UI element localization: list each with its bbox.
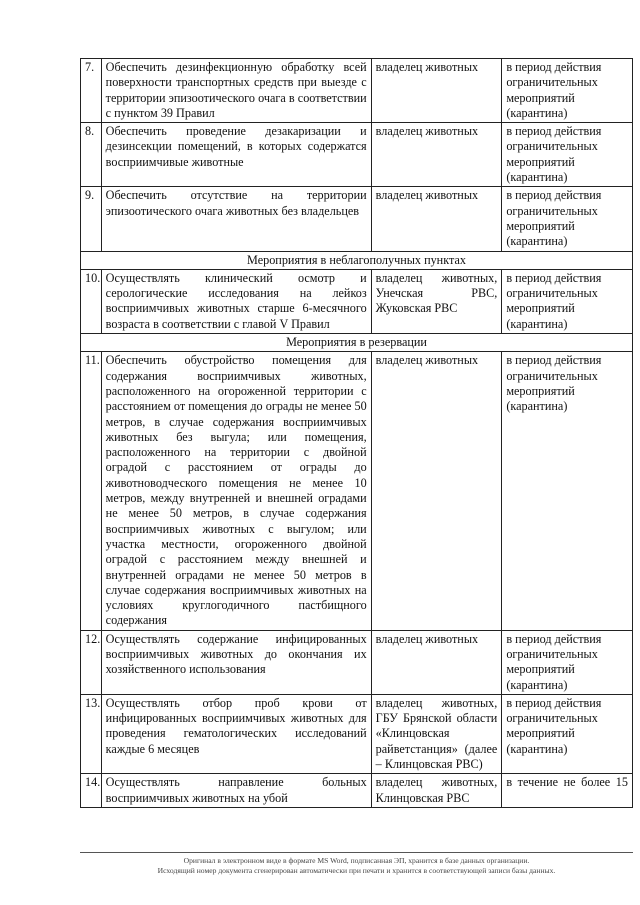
table-row: [81, 774, 633, 808]
execution-term: в период действия ограничительных мероприятий (карантина): [502, 59, 633, 123]
row-number: 12.: [81, 630, 102, 694]
responsible-party: владелец животных: [371, 59, 502, 123]
measure-description: Обеспечить проведение дезакаризации и дезинсекции помещений, в которых содержатся восприимчивые животные: [101, 123, 371, 187]
table-row: [81, 630, 633, 694]
table-row: [81, 269, 633, 333]
measure-description: Осуществлять клинический осмотр и серологические исследования на лейкоз восприимчивых животных старше 6-месячного возраста в соответствии с главой V Правил: [101, 269, 371, 333]
execution-term: в период действия ограничительных мероприятий (карантина): [502, 630, 633, 694]
measures-table: [80, 58, 633, 808]
execution-term: в период действия ограничительных мероприятий (карантина): [502, 187, 633, 251]
table-row: [81, 187, 633, 251]
table-row: [81, 123, 633, 187]
row-number: 14.: [81, 774, 102, 808]
row-number: 10.: [81, 269, 102, 333]
measure-description: Обеспечить дезинфекционную обработку всей поверхности транспортных средств при выезде с территории эпизоотического очага в соответствии с пунктом 39 Правил: [101, 59, 371, 123]
row-number: 7.: [81, 59, 102, 123]
measure-description: Осуществлять направление больных восприимчивых животных на убой: [101, 774, 371, 808]
footer-line: Исходящий номер документа сгенерирован автоматически при печати и хранится в соответствующей записи базы данных.: [157, 866, 556, 875]
row-number: 9.: [81, 187, 102, 251]
row-number: 11.: [81, 352, 102, 630]
measure-description: Обеспечить отсутствие на территории эпизоотического очага животных без владельцев: [101, 187, 371, 251]
responsible-party: владелец животных, Клинцовская РВС: [371, 774, 502, 808]
responsible-party: владелец животных, ГБУ Брянской области «Клинцовская райветстанция» (далее – Клинцовская РВС): [371, 694, 502, 773]
execution-term: в период действия ограничительных мероприятий (карантина): [502, 352, 633, 630]
execution-term: в период действия ограничительных мероприятий (карантина): [502, 123, 633, 187]
responsible-party: владелец животных, Унечская РВС, Жуковская РВС: [371, 269, 502, 333]
execution-term: в период действия ограничительных мероприятий (карантина): [502, 694, 633, 773]
section-title: Мероприятия в неблагополучных пунктах: [81, 251, 633, 269]
execution-term: в период действия ограничительных мероприятий (карантина): [502, 269, 633, 333]
responsible-party: владелец животных: [371, 123, 502, 187]
section-header-row: [81, 334, 633, 352]
table-row: [81, 59, 633, 123]
section-header-row: [81, 251, 633, 269]
execution-term: в течение не более 15: [502, 774, 633, 808]
responsible-party: владелец животных: [371, 187, 502, 251]
row-number: 13.: [81, 694, 102, 773]
table-row: [81, 352, 633, 630]
measure-description: Осуществлять отбор проб крови от инфицированных восприимчивых животных для проведения гематологических исследований каждые 6 месяцев: [101, 694, 371, 773]
responsible-party: владелец животных: [371, 352, 502, 630]
responsible-party: владелец животных: [371, 630, 502, 694]
footer-line: Оригинал в электронном виде в формате MS Word, подписанная ЭП, хранится в базе данных организации.: [183, 856, 530, 865]
page-footer: [80, 852, 633, 876]
row-number: 8.: [81, 123, 102, 187]
section-title: Мероприятия в резервации: [81, 334, 633, 352]
measure-description: Обеспечить обустройство помещения для содержания восприимчивых животных, расположенного на огороженной территории с расстоянием от помещения до ограды не менее 50 метров, в случае содержания восприимчивых животных без выгула; или помещения, расположенного на территории с двойной оградой с расстоянием от ограды до животноводческого помещения не менее 10 метров, между внутренней и внешней оградами не менее 50 метров, в случае содержания восприимчивых животных с выгулом; или участка местности, огороженного двойной оградой с расстоянием между внешней и внутренней оградами не менее 50 метров в случае содержания восприимчивых животных на условиях круглогодичного пастбищного содержания: [101, 352, 371, 630]
table-row: [81, 694, 633, 773]
measure-description: Осуществлять содержание инфицированных восприимчивых животных до окончания их хозяйственного использования: [101, 630, 371, 694]
